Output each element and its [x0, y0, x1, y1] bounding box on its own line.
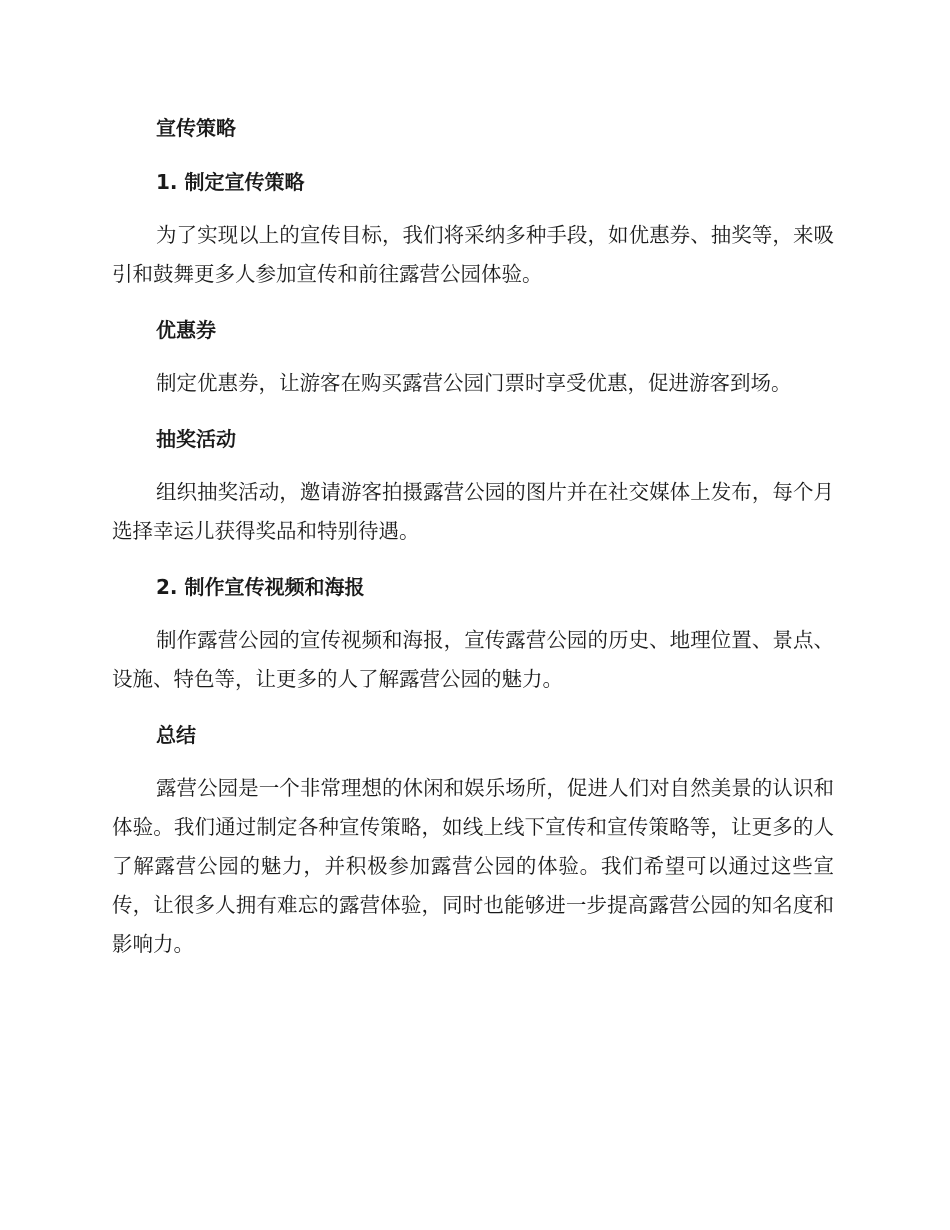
- subsection-heading-video-poster: 2. 制作宣传视频和海报: [156, 575, 365, 599]
- subsection-heading-make-strategy: 1. 制定宣传策略: [156, 170, 305, 194]
- heading-lottery: 抽奖活动: [156, 427, 236, 451]
- paragraph-lottery: 组织抽奖活动，邀请游客拍摄露营公园的图片并在社交媒体上发布，每个月选择幸运儿获得奖品和特别待遇。: [112, 480, 834, 543]
- paragraph-strategy-intro: 为了实现以上的宣传目标，我们将采纳多种手段，如优惠券、抽奖等，来吸引和鼓舞更多人参加宣传和前往露营公园体验。: [112, 223, 834, 286]
- heading-summary: 总结: [156, 723, 196, 747]
- paragraph-video-poster: 制作露营公园的宣传视频和海报，宣传露营公园的历史、地理位置、景点、设施、特色等，让更多的人了解露营公园的魅力。: [112, 628, 834, 691]
- heading-coupon: 优惠券: [156, 318, 216, 342]
- document-page: [112, 108, 834, 980]
- paragraph-coupon: 制定优惠券，让游客在购买露营公园门票时享受优惠，促进游客到场。: [156, 371, 792, 395]
- paragraph-summary: 露营公园是一个非常理想的休闲和娱乐场所，促进人们对自然美景的认识和体验。我们通过制定各种宣传策略，如线上线下宣传和宣传策略等，让更多的人了解露营公园的魅力，并积极参加露营公园的体验。我们希望可以通过这些宣传，让很多人拥有难忘的露营体验，同时也能够进一步提高露营公园的知名度和影响力。: [112, 776, 834, 956]
- section-heading-promotion-strategy: 宣传策略: [156, 116, 236, 140]
